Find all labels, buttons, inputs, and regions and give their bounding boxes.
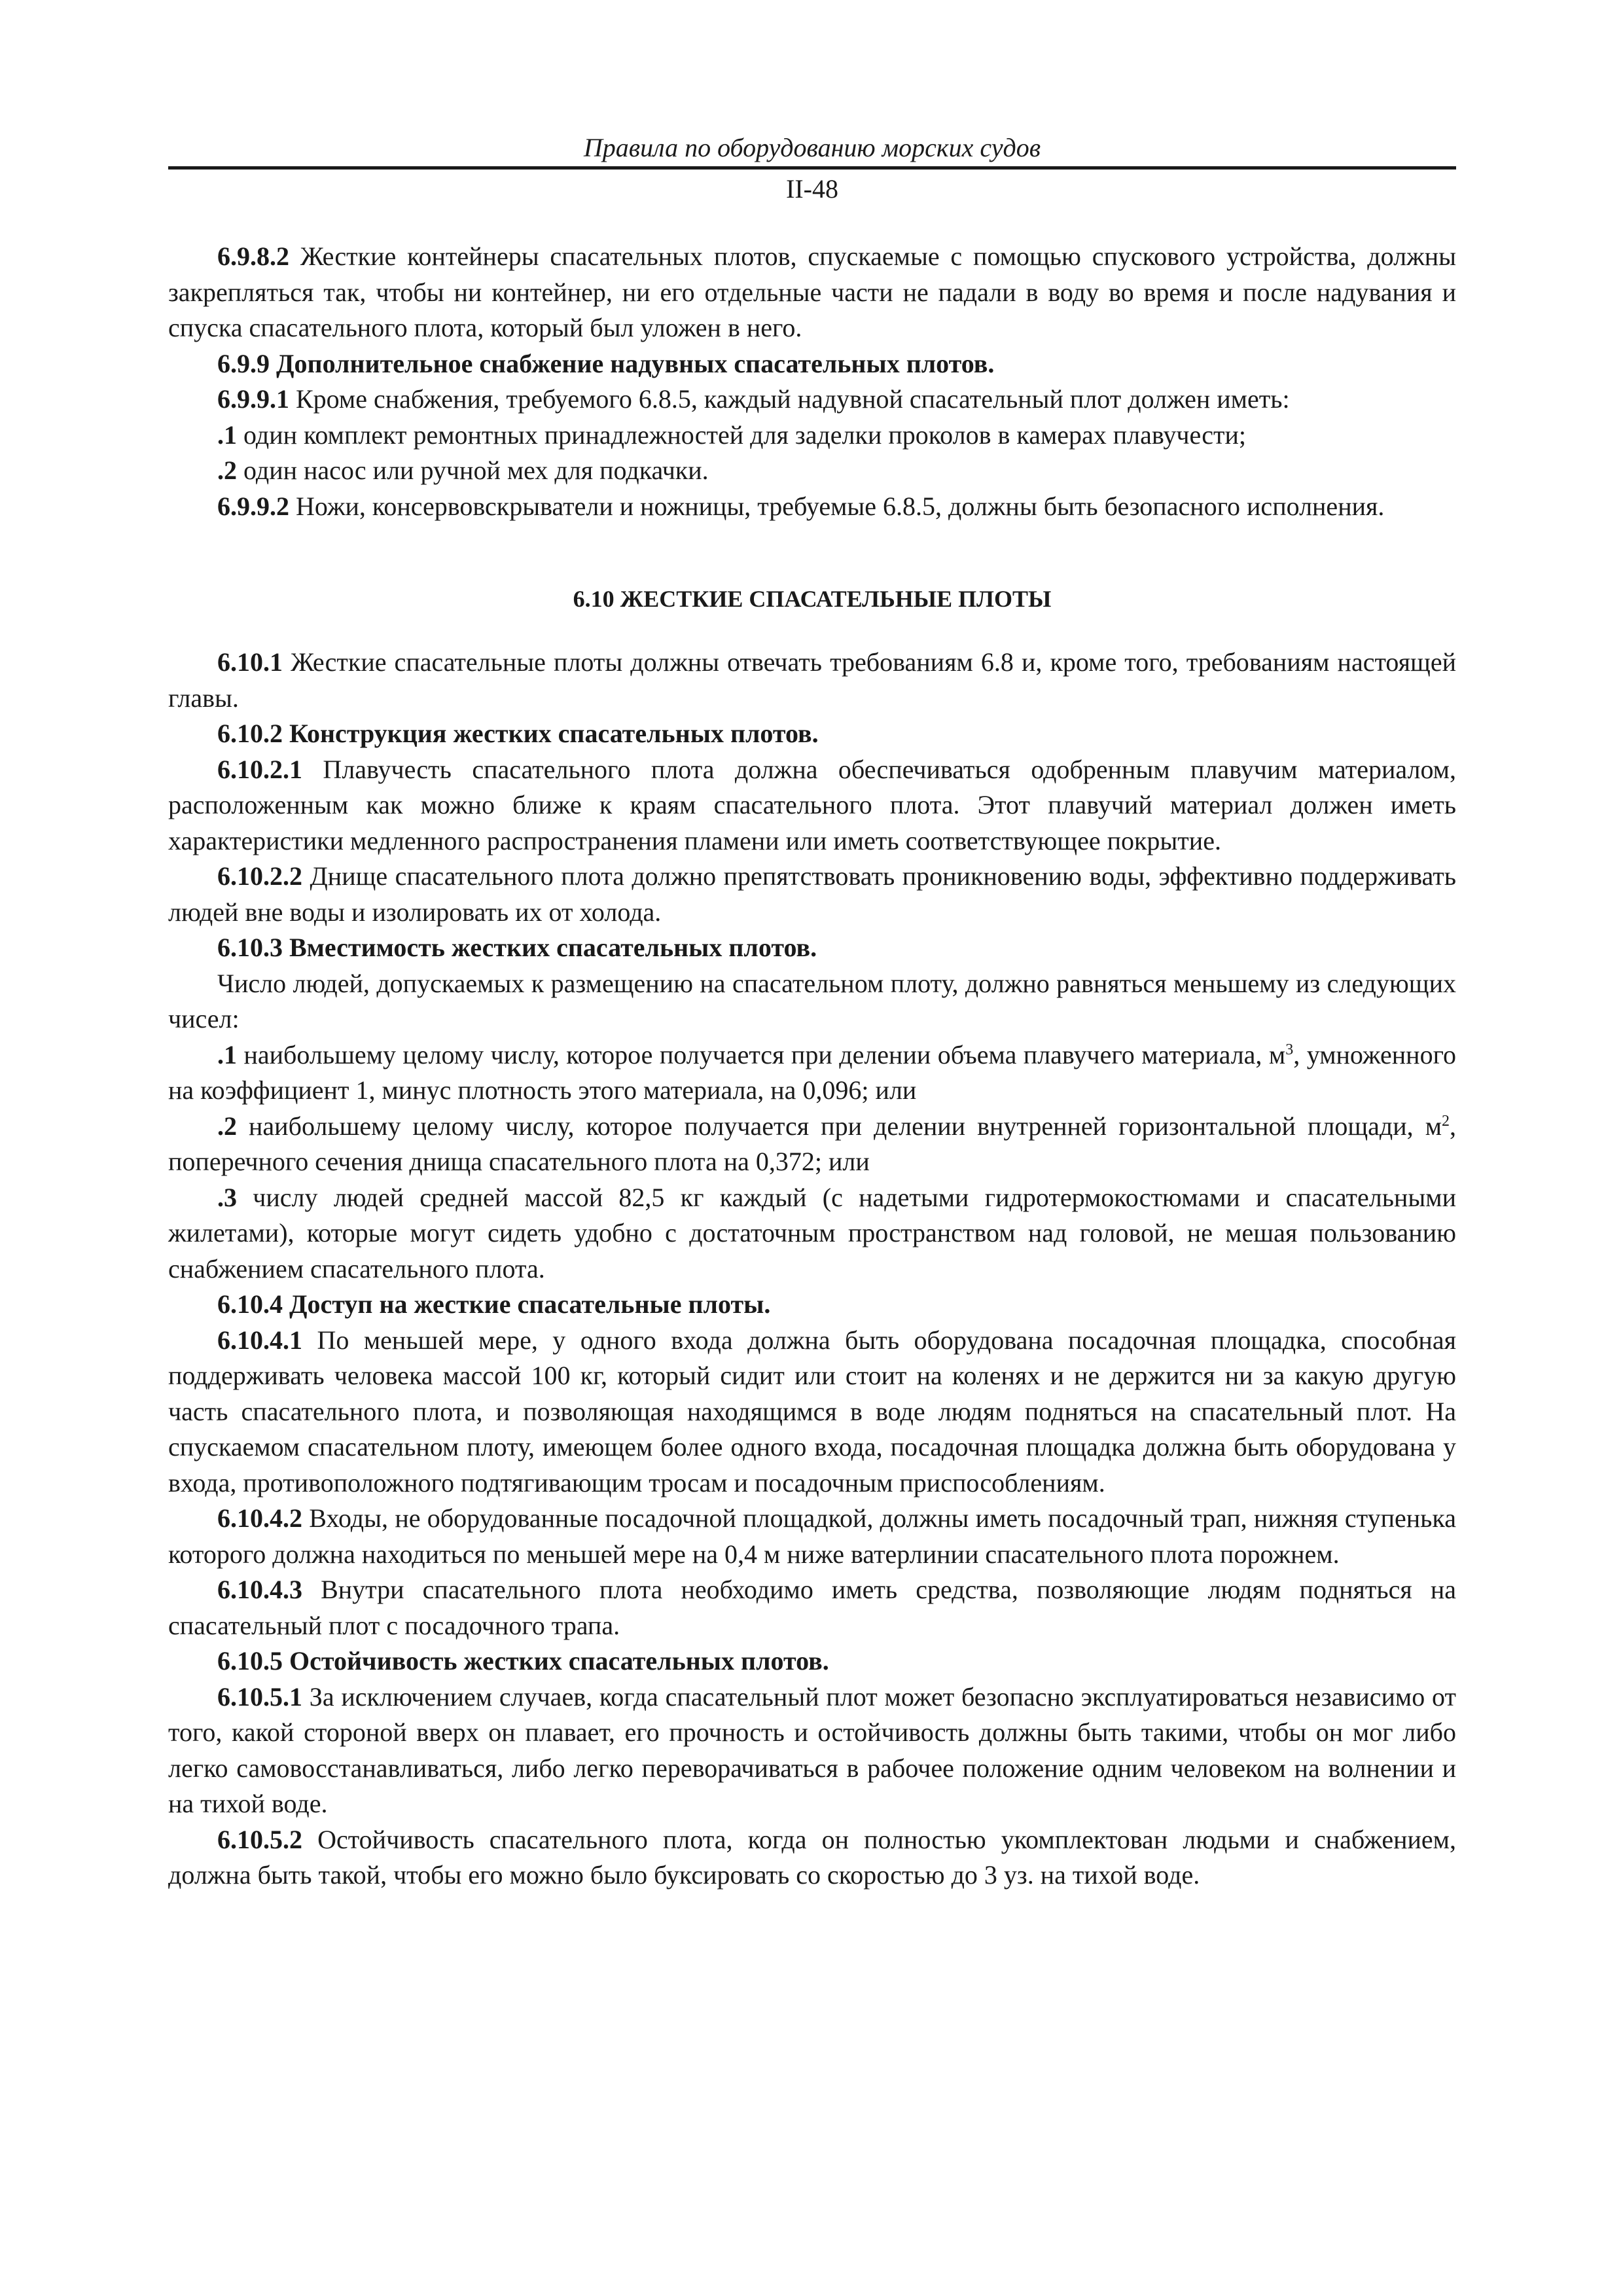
list-item-number: .1: [217, 420, 237, 450]
list-item-text: числу людей средней массой 82,5 кг каждый (с надетыми гидротермокостюмами и спасательными жилетами), которые могут сидеть удобно с достаточным пространством над головой, не мешая пользованию снабжением спасательного плота.: [168, 1182, 1456, 1283]
paragraph-6-10-2-1: [168, 752, 1456, 859]
subsection-heading-6-10-4: 6.10.4 Доступ на жесткие спасательные плоты.: [217, 1289, 771, 1319]
superscript: 3: [1285, 1041, 1294, 1058]
paragraph-6-10-4-1: [168, 1323, 1456, 1501]
header-rule: [168, 166, 1456, 170]
list-item-text: наибольшему целому числу, которое получается при делении объема плавучего материала, м: [237, 1039, 1286, 1069]
clause-text: Входы, не оборудованные посадочной площадкой, должны иметь посадочный трап, нижняя ступенька которого должна находиться по меньшей мере на 0,4 м ниже ватерлинии спасательного плота порожнем.: [168, 1503, 1456, 1569]
document-page: [168, 131, 1456, 1893]
clause-text: Ножи, консервовскрыватели и ножницы, требуемые 6.8.5, должны быть безопасного исполнения.: [289, 491, 1385, 521]
clause-number: 6.9.8.2: [217, 242, 289, 271]
clause-text: Днище спасательного плота должно препятствовать проникновению воды, эффективно поддерживать людей вне воды и изолировать их от холода.: [168, 861, 1456, 927]
clause-number: 6.10.5.1: [217, 1681, 302, 1712]
clause-text: Жесткие спасательные плоты должны отвечать требованиям 6.8 и, кроме того, требованиям настоящей главы.: [168, 647, 1456, 713]
clause-number: 6.9.9.1: [217, 384, 289, 414]
paragraph-6-9-9-2: [168, 489, 1456, 525]
list-item-2: [168, 453, 1456, 489]
superscript: 2: [1442, 1112, 1450, 1130]
subsection-heading-6-10-5: 6.10.5 Остойчивость жестких спасательных плотов.: [217, 1646, 829, 1676]
paragraph-6-9-8-2: [168, 239, 1456, 346]
paragraph-6-10-2-2: [168, 859, 1456, 930]
document-body: [168, 239, 1456, 1893]
paragraph-6-10-5-2: [168, 1822, 1456, 1893]
list-item-text-continued: , поперечного сечения днища спасательного плота на 0,372; или: [168, 1111, 1456, 1176]
clause-text: Жесткие контейнеры спасательных плотов, спускаемые с помощью спускового устройства, должны закрепляться так, чтобы ни контейнер, ни его отдельные части не падали в воду во время и после надувания и спуска спасательного плота, который был уложен в него.: [168, 242, 1456, 342]
clause-number: 6.10.2.1: [217, 754, 302, 784]
list-item-number: .2: [217, 456, 237, 485]
list-item-capacity-1: [168, 1037, 1456, 1109]
paragraph-capacity-intro: Число людей, допускаемых к размещению на спасательном плоту, должно равняться меньшему из следующих чисел:: [168, 968, 1456, 1033]
paragraph-6-10-4-3: [168, 1572, 1456, 1643]
subsection-heading-6-10-2: 6.10.2 Конструкция жестких спасательных плотов.: [217, 719, 819, 748]
clause-number: 6.10.2.2: [217, 861, 302, 891]
list-item-1: [168, 418, 1456, 454]
clause-text: Остойчивость спасательного плота, когда он полностью укомплектован людьми и снабжением, должна быть такой, чтобы его можно было буксировать со скоростью до 3 уз. на тихой воде.: [168, 1824, 1456, 1890]
clause-text: Внутри спасательного плота необходимо иметь средства, позволяющие людям подняться на спасательный плот с посадочного трапа.: [168, 1575, 1456, 1640]
list-item-number: .3: [217, 1182, 237, 1212]
running-title: Правила по оборудованию морских судов: [583, 133, 1041, 162]
clause-text: По меньшей мере, у одного входа должна быть оборудована посадочная площадка, способная поддерживать человека массой 100 кг, который сидит или стоит на коленях и не держится ни за какую другую часть спасательного плота, и позволяющая находящимся в воде людям подняться на спасательный плот. На спускаемом спасательном плоту, имеющем более одного входа, посадочная площадка должна быть оборудована у входа, противоположного подтягивающим тросам и посадочным приспособлениям.: [168, 1325, 1456, 1498]
paragraph-6-10-1: [168, 645, 1456, 716]
clause-text: Плавучесть спасательного плота должна обеспечиваться одобренным плавучим материалом, расположенным как можно ближе к краям спасательного плота. Этот плавучий материал должен иметь характеристики медленного распространения пламени или иметь соответствующее покрытие.: [168, 754, 1456, 855]
clause-number: 6.10.4.1: [217, 1325, 302, 1355]
list-item-text-continued: , умноженного на коэффициент 1, минус плотность этого материала, на 0,096; или: [168, 1039, 1456, 1105]
list-item-number: .2: [217, 1111, 237, 1141]
section-title: 6.10 ЖЕСТКИЕ СПАСАТЕЛЬНЫЕ ПЛОТЫ: [573, 586, 1052, 612]
paragraph-6-10-4-2: [168, 1501, 1456, 1572]
clause-number: 6.10.1: [217, 647, 283, 677]
clause-text: За исключением случаев, когда спасательный плот может безопасно эксплуатироваться независимо от того, какой стороной вверх он плавает, его прочность и остойчивость должны быть такими, чтобы он мог либо легко самовосстанавливаться, либо легко переворачиваться в рабочее положение одним человеком на волнении и на тихой воде.: [168, 1681, 1456, 1818]
list-item-text: один комплект ремонтных принадлежностей для заделки проколов в камерах плавучести;: [237, 420, 1247, 450]
subsection-heading-6-10-3: 6.10.3 Вместимость жестких спасательных плотов.: [217, 933, 817, 962]
clause-text: Кроме снабжения, требуемого 6.8.5, каждый надувной спасательный плот должен иметь:: [289, 384, 1290, 414]
clause-number: 6.10.5.2: [217, 1824, 302, 1854]
subsection-heading-6-9-9: 6.9.9 Дополнительное снабжение надувных спасательных плотов.: [217, 348, 995, 378]
clause-number: 6.9.9.2: [217, 491, 289, 521]
paragraph-6-9-9-1: [168, 382, 1456, 418]
list-item-text: наибольшему целому числу, которое получается при делении внутренней горизонтальной площади, м: [237, 1111, 1442, 1141]
list-item-text: один насос или ручной мех для подкачки.: [237, 456, 709, 485]
list-item-number: .1: [217, 1039, 237, 1069]
paragraph-6-10-5-1: [168, 1679, 1456, 1822]
page-number: II-48: [786, 174, 838, 204]
clause-number: 6.10.4.2: [217, 1503, 302, 1533]
clause-number: 6.10.4.3: [217, 1575, 302, 1604]
list-item-capacity-3: [168, 1180, 1456, 1287]
list-item-capacity-2: [168, 1109, 1456, 1180]
